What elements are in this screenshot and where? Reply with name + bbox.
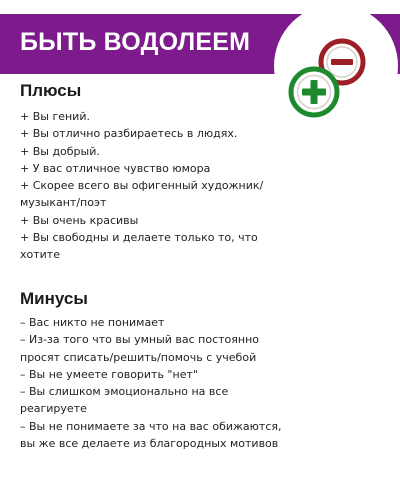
cons-item: – Вас никто не понимает	[20, 316, 165, 329]
cons-heading: Минусы	[20, 289, 88, 308]
pros-item: + Вы очень красивы	[20, 213, 139, 227]
pros-item: + Вы добрый.	[20, 144, 100, 158]
cons-item: – Из-за того что вы умный вас постоянно просят списать/решить/помочь с учебой	[20, 333, 260, 364]
plus-icon	[288, 66, 340, 118]
cons-item: – Вы не понимаете за что на вас обижаются, вы же все делаете из благородных мотивов	[20, 419, 282, 451]
cons-item: – Вы слишком эмоционально на все реагируете	[20, 385, 229, 416]
pros-list	[20, 108, 290, 264]
pros-item: + Вы свободны и делаете только то, что хотите	[20, 231, 258, 262]
page-title: БЫТЬ ВОДОЛЕЕМ	[20, 28, 251, 56]
pros-heading: Плюсы	[20, 81, 82, 100]
pros-item: + У вас отличное чувство юмора	[20, 161, 211, 175]
pros-item: + Вы отлично разбираетесь в людях.	[20, 127, 238, 141]
pros-item: + Вы гений.	[20, 110, 90, 123]
pros-item: + Скорее всего вы офигенный художник/ музыкант/поэт	[20, 179, 264, 210]
cons-item: – Вы не умеете говорить "нет"	[20, 367, 198, 381]
cons-list	[20, 314, 282, 452]
